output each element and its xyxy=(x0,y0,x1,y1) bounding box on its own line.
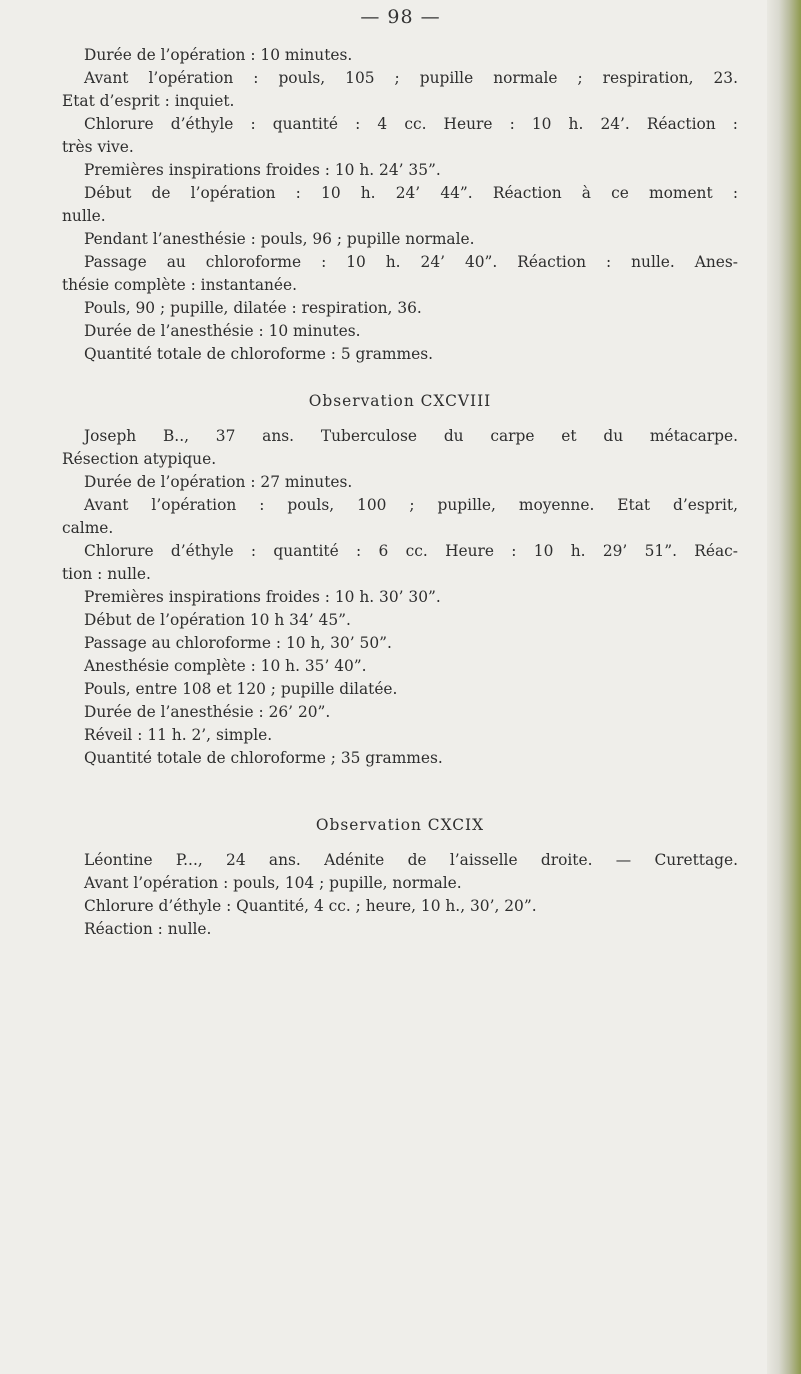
text-line: Chlorure d’éthyle : quantité : 6 cc. Heure : 10 h. 29’ 51”. Réac- xyxy=(84,542,738,560)
text-line: calme. xyxy=(62,519,114,537)
observation-heading: Observation CXCIX xyxy=(315,816,485,834)
text-line: Début de l’opération : 10 h. 24’ 44”. Réaction à ce moment : xyxy=(84,184,738,202)
text-line: Début de l’opération 10 h 34’ 45”. xyxy=(84,611,351,629)
page-edge xyxy=(767,0,801,1374)
text-line: Etat d’esprit : inquiet. xyxy=(62,92,235,110)
text-line: Durée de l’anesthésie : 26’ 20”. xyxy=(84,703,331,721)
text-line: Passage au chloroforme : 10 h. 24’ 40”. Réaction : nulle. Anes- xyxy=(84,253,738,271)
text-line: thésie complète : instantanée. xyxy=(62,276,298,294)
text-line: Joseph B.., 37 ans. Tuberculose du carpe et du métacarpe. xyxy=(84,427,738,445)
text-line: Avant l’opération : pouls, 105 ; pupille normale ; respiration, 23. xyxy=(84,69,738,87)
text-line: Pouls, entre 108 et 120 ; pupille dilatée. xyxy=(84,680,398,698)
text-line: Premières inspirations froides : 10 h. 30’ 30”. xyxy=(84,588,441,606)
text-line: très vive. xyxy=(62,138,134,156)
text-line: Résection atypique. xyxy=(62,450,217,468)
text-line: Pendant l’anesthésie : pouls, 96 ; pupille normale. xyxy=(84,230,475,248)
text-line: Avant l’opération : pouls, 100 ; pupille, moyenne. Etat d’esprit, xyxy=(84,496,738,514)
text-line: tion : nulle. xyxy=(62,565,151,583)
page-text xyxy=(62,44,738,941)
text-line: Réveil : 11 h. 2’, simple. xyxy=(84,726,273,744)
text-line: Avant l’opération : pouls, 104 ; pupille, normale. xyxy=(84,874,462,892)
text-line: Quantité totale de chloroforme : 5 grammes. xyxy=(84,345,433,363)
text-line: Durée de l’opération : 27 minutes. xyxy=(84,473,353,491)
text-line: Passage au chloroforme : 10 h, 30’ 50”. xyxy=(84,634,392,652)
text-line: Réaction : nulle. xyxy=(84,920,212,938)
text-line: Pouls, 90 ; pupille, dilatée : respiration, 36. xyxy=(84,299,422,317)
text-line: Premières inspirations froides : 10 h. 24’ 35”. xyxy=(84,161,441,179)
text-line: Durée de l’opération : 10 minutes. xyxy=(84,46,353,64)
text-line: Durée de l’anesthésie : 10 minutes. xyxy=(84,322,361,340)
text-line: Anesthésie complète : 10 h. 35’ 40”. xyxy=(84,657,367,675)
text-line: nulle. xyxy=(62,207,106,225)
text-line: Chlorure d’éthyle : Quantité, 4 cc. ; heure, 10 h., 30’, 20”. xyxy=(84,897,537,915)
text-line: Léontine P..., 24 ans. Adénite de l’aisselle droite. — Curettage. xyxy=(84,851,738,869)
text-line: Quantité totale de chloroforme ; 35 grammes. xyxy=(84,749,443,767)
text-line: Chlorure d’éthyle : quantité : 4 cc. Heure : 10 h. 24’. Réaction : xyxy=(84,115,738,133)
page-number: — 98 — xyxy=(360,6,441,28)
observation-heading: Observation CXCVIII xyxy=(308,392,492,410)
